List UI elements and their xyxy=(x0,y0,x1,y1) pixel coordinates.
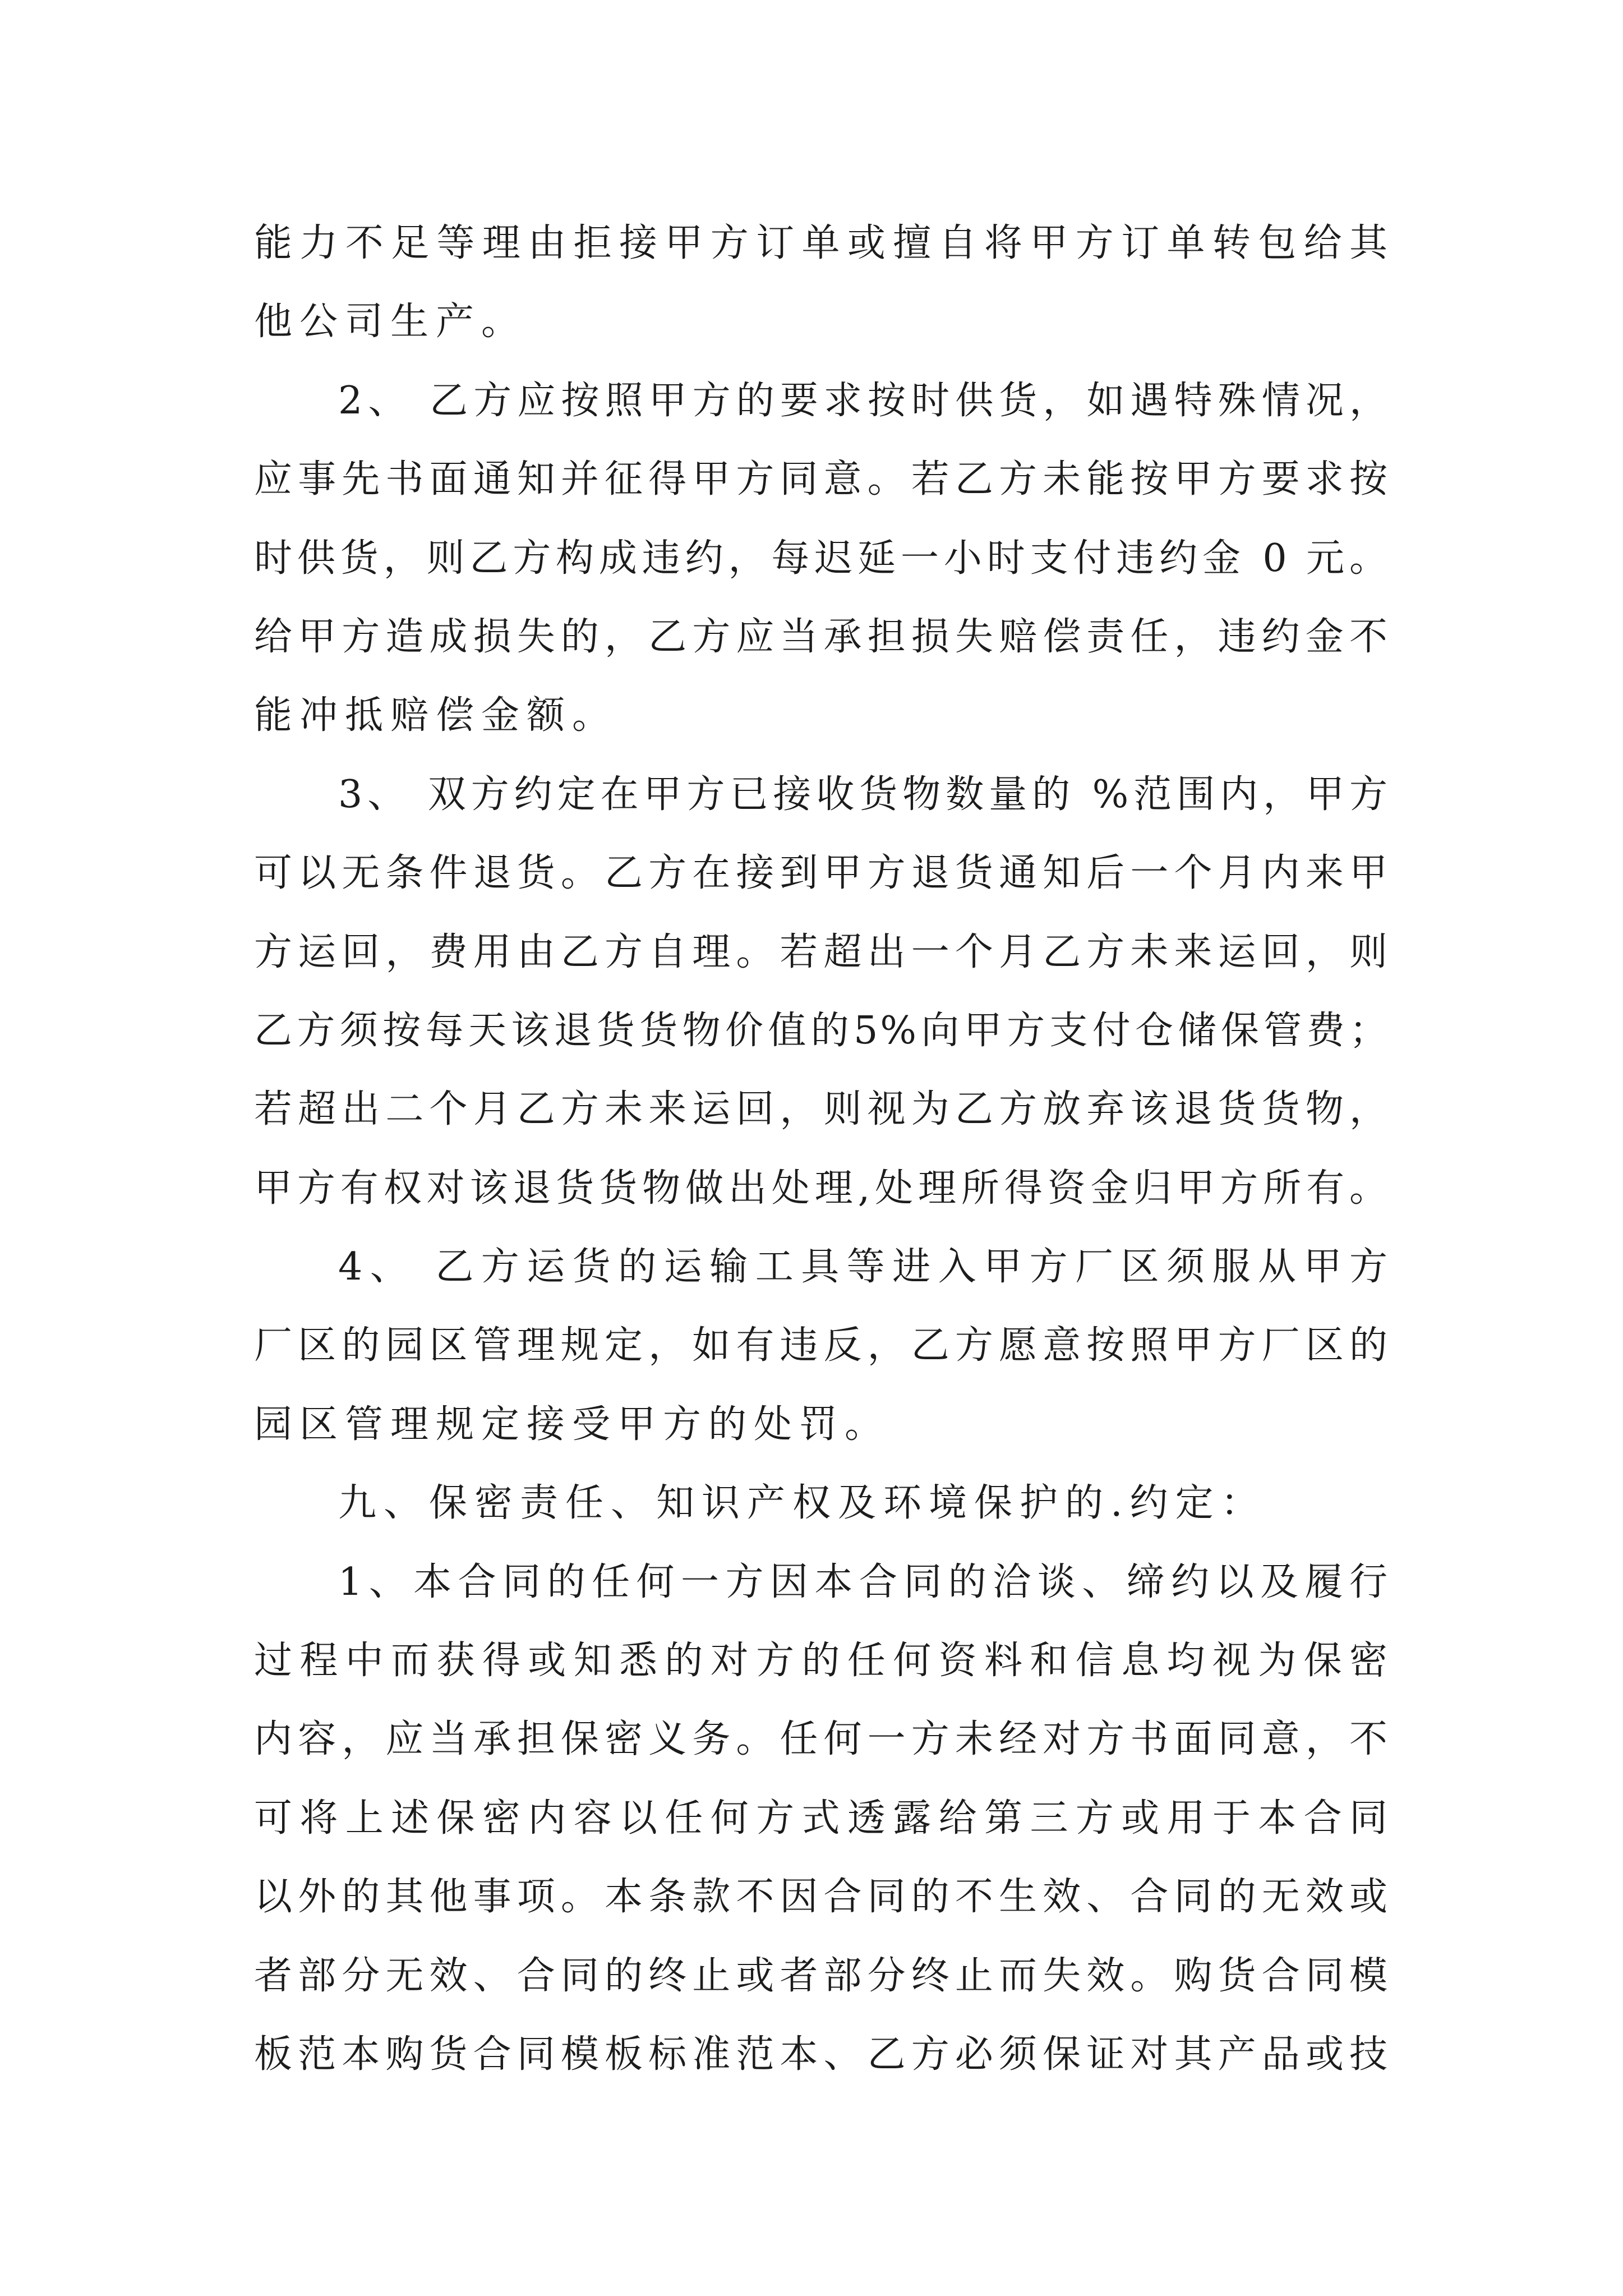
section-heading-text: 九、保密责任、知识产权及环境保护的.约定： xyxy=(338,1481,1266,1526)
section-heading xyxy=(254,1464,1390,1543)
text-line: 甲方有权对该退货货物做出处理,处理所得资金归甲方所有。 xyxy=(254,1166,1390,1211)
text-line: 者部分无效、合同的终止或者部分终止而失效。购货合同模 xyxy=(254,1953,1390,1998)
text-line: 2、 乙方应按照甲方的要求按时供货，如遇特殊情况， xyxy=(338,378,1390,423)
text-line: 若超出二个月乙方未来运回，则视为乙方放弃该退货货物， xyxy=(254,1087,1390,1132)
text-line: 内容，应当承担保密义务。任何一方未经对方书面同意，不 xyxy=(254,1717,1390,1762)
text-line: 时供货，则乙方构成违约，每迟延一小时支付违约金 0 元。 xyxy=(254,536,1390,581)
text-line: 应事先书面通知并征得甲方同意。若乙方未能按甲方要求按 xyxy=(254,457,1390,502)
clause-2 xyxy=(254,362,1390,756)
text-line: 3、 双方约定在甲方已接收货物数量的 %范围内，甲方 xyxy=(338,772,1390,817)
text-line: 乙方须按每天该退货货物价值的5%向甲方支付仓储保管费； xyxy=(254,1008,1390,1053)
clause-3 xyxy=(254,756,1390,1228)
text-line: 能力不足等理由拒接甲方订单或擅自将甲方订单转包给其 xyxy=(254,221,1390,265)
text-line: 以外的其他事项。本条款不因合同的不生效、合同的无效或 xyxy=(254,1875,1390,1920)
text-line: 方运回，费用由乙方自理。若超出一个月乙方未来运回，则 xyxy=(254,930,1390,974)
text-line: 1、本合同的任何一方因本合同的洽谈、缔约以及履行 xyxy=(338,1559,1390,1604)
text-line: 可以无条件退货。乙方在接到甲方退货通知后一个月内来甲 xyxy=(254,851,1390,896)
clause-4 xyxy=(254,1228,1390,1464)
paragraph-continuation xyxy=(254,204,1390,362)
text-line: 厂区的园区管理规定，如有违反，乙方愿意按照甲方厂区的 xyxy=(254,1323,1390,1368)
text-line: 他公司生产。 xyxy=(254,300,527,344)
text-line: 4、 乙方运货的运输工具等进入甲方厂区须服从甲方 xyxy=(338,1245,1390,1290)
document-body xyxy=(254,204,1390,2094)
text-line: 给甲方造成损失的，乙方应当承担损失赔偿责任，违约金不 xyxy=(254,614,1390,659)
text-line: 板范本购货合同模板标准范本、乙方必须保证对其产品或技 xyxy=(254,2032,1390,2077)
text-line: 园区管理规定接受甲方的处罚。 xyxy=(254,1402,891,1447)
text-line: 能冲抵赔偿金额。 xyxy=(254,693,618,738)
text-line: 过程中而获得或知悉的对方的任何资料和信息均视为保密 xyxy=(254,1639,1390,1683)
confidentiality-clause-1 xyxy=(254,1543,1390,2095)
text-line: 可将上述保密内容以任何方式透露给第三方或用于本合同 xyxy=(254,1796,1390,1841)
